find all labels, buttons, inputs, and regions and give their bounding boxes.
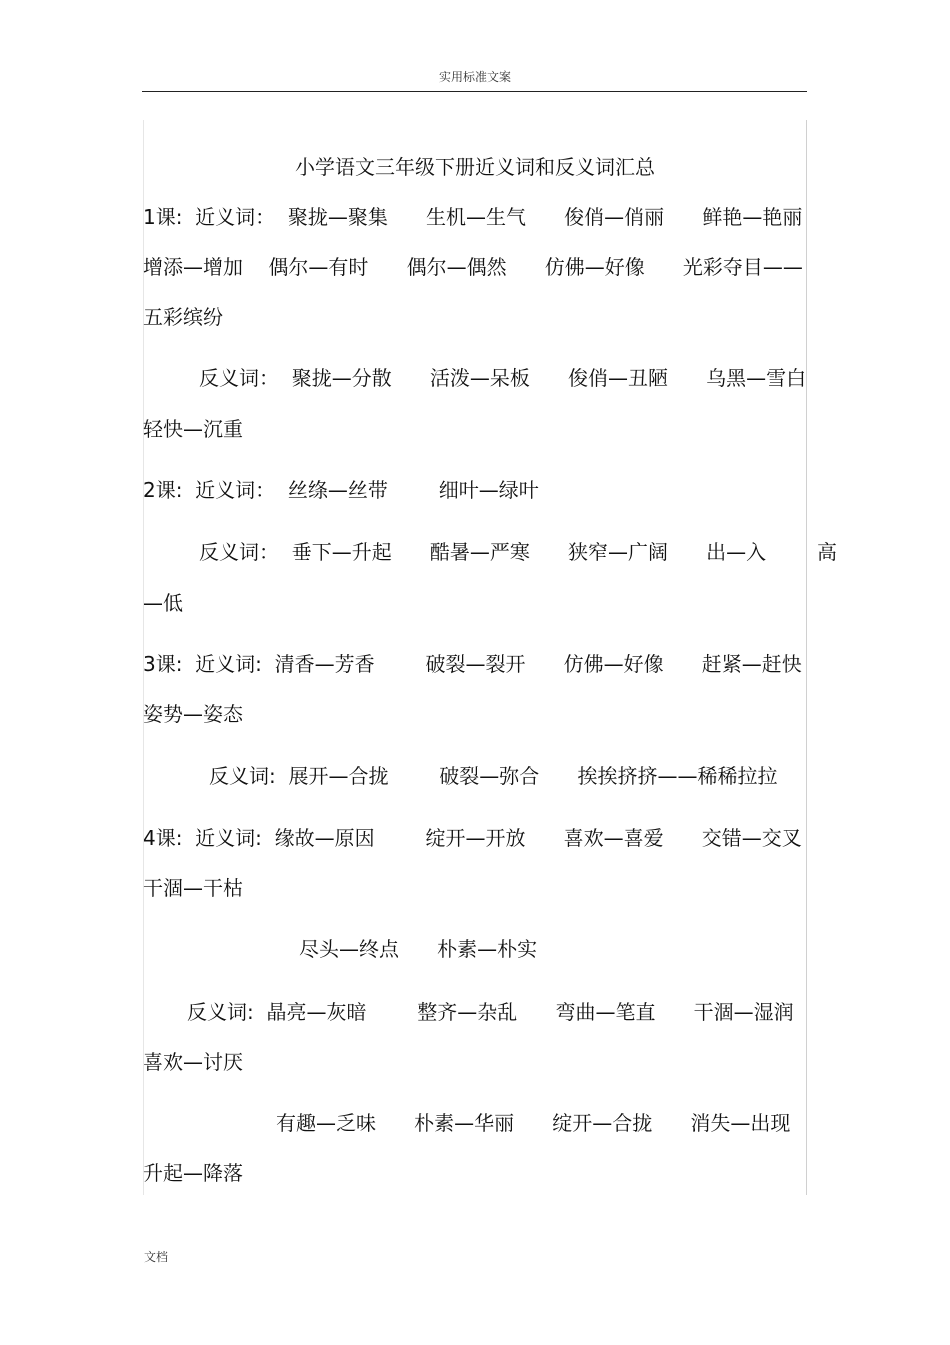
lesson-3-synonyms-line-2: 姿势—姿态 [143,702,243,726]
lesson-4-synonyms-line-3: 尽头—终点 朴素—朴实 [299,937,538,961]
lesson-4-antonyms-line-3: 有趣—乏味 朴素—华丽 绽开—合拢 消失—出现 [276,1111,791,1135]
page-header: 实用标准文案 [438,70,511,84]
lesson-4-antonyms-line-1: 反义词: 晶亮—灰暗 整齐—杂乱 弯曲—笔直 干涸—湿润 [187,1000,794,1024]
lesson-4-synonyms-line-2: 干涸—干枯 [143,876,243,900]
lesson-1-antonyms-line-2: 轻快—沉重 [143,417,243,441]
lesson-4-synonyms-line-1: 4课: 近义词: 缘故—原因 绽开—开放 喜欢—喜爱 交错—交叉 [143,826,802,850]
lesson-1-synonyms-line-2: 增添—增加 偶尔—有时 偶尔—偶然 仿佛—好像 光彩夺目—— [143,255,803,279]
lesson-3-antonyms-line: 反义词: 展开—合拢 破裂—弥合 挨挨挤挤——稀稀拉拉 [209,764,778,788]
lesson-4-antonyms-line-4: 升起—降落 [143,1161,243,1185]
lesson-2-antonyms-line-2: —低 [143,591,183,615]
lesson-1-synonyms-line-3: 五彩缤纷 [143,305,223,329]
header-divider [142,91,807,92]
lesson-2-antonyms-line-1: 反义词： 垂下—升起 酷暑—严寒 狭窄—广阔 出—入 高 [199,540,838,564]
lesson-2-synonyms-line: 2课: 近义词： 丝绦—丝带 细叶—绿叶 [143,478,539,502]
lesson-3-synonyms-line-1: 3课: 近义词: 清香—芳香 破裂—裂开 仿佛—好像 赶紧—赶快 [143,652,802,676]
lesson-1-antonyms-line-1: 反义词： 聚拢—分散 活泼—呆板 俊俏—丑陋 乌黑—雪白 [199,366,807,390]
document-title: 小学语文三年级下册近义词和反义词汇总 [295,155,655,179]
lesson-1-synonyms-line-1: 1课: 近义词： 聚拢—聚集 生机—生气 俊俏—俏丽 鲜艳—艳丽 [143,205,803,229]
page-footer: 文档 [144,1250,169,1264]
lesson-4-antonyms-line-2: 喜欢—讨厌 [143,1050,243,1074]
content-frame-right-edge [806,120,807,1195]
